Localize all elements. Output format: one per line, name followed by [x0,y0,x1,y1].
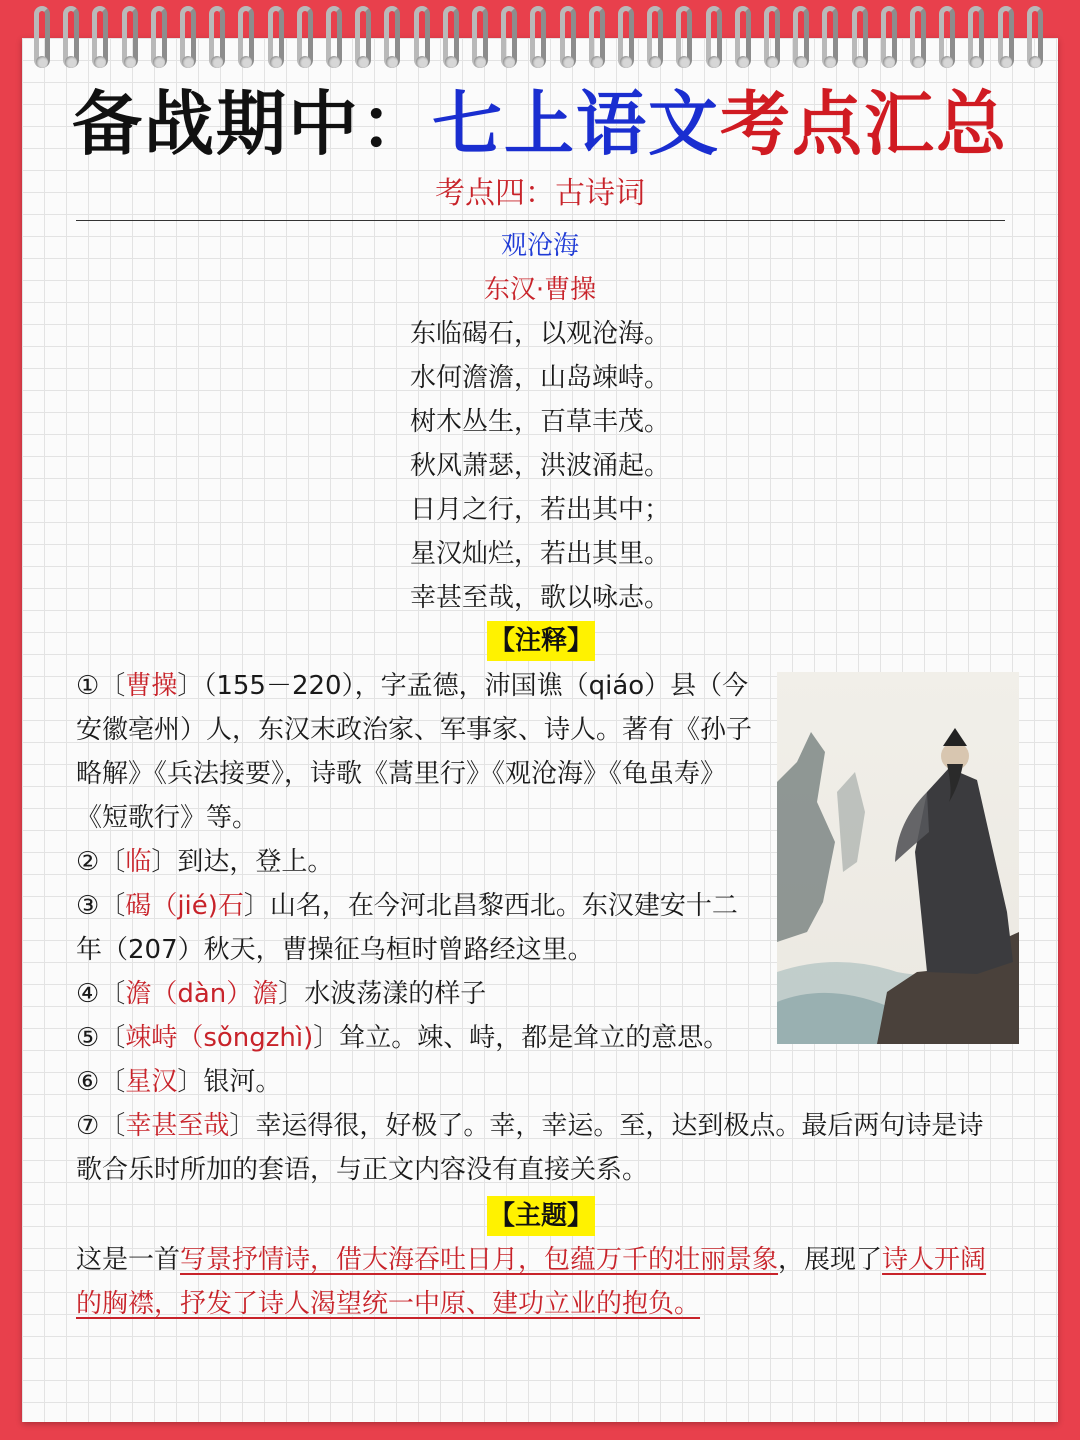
note-bracket: 〕 [177,671,204,701]
note-number: ②〔 [76,847,126,877]
painting-image [777,672,1019,1044]
note-bracket: 〕 [151,847,178,877]
note-text: （155－220），字孟德，沛国谯（qiáo）县（今安徽亳州）人，东汉末政治家、军事家、诗人。著有《孙子略解》《兵法接要》，诗歌《蒿里行》《观沧海》《龟虽寿》《短歌行》等。 [76,671,753,833]
note-text: 到达，登上。 [177,847,334,877]
binding-hole [766,56,778,68]
binding-hole [562,56,574,68]
poem-line: 水何澹澹，山岛竦峙。 [409,363,670,393]
binding-hole [182,56,194,68]
note-text: 山名，在今河北昌黎西北。东汉建安十二年（207）秋天，曹操征乌桓时曾路经这里。 [76,891,738,965]
binding-hole [854,56,866,68]
notes-list [76,664,756,1104]
note-number: ⑦〔 [76,1111,126,1141]
note-term: 碣（jié)石 [125,891,244,921]
spiral-binding [22,0,1058,90]
figure-robe [915,768,1013,974]
note-text: 耸立。竦、峙，都是耸立的意思。 [339,1023,730,1053]
note-term: 星汉 [125,1067,178,1097]
binding-hole [1000,56,1012,68]
theme-highlight-1: 写景抒情诗，借大海吞吐日月，包蕴万千的壮丽景象 [180,1245,779,1275]
title-part-blue: 七上语文 [432,82,720,165]
cao-cao-ink-painting [777,672,1019,1044]
page-title [0,84,1080,164]
note-item [76,972,756,1016]
note-number: ⑥〔 [76,1067,126,1097]
binding-hole [416,56,428,68]
note-item [76,884,756,972]
note-term: 幸甚至哉 [125,1111,230,1141]
binding-hole [299,56,311,68]
notes-list-wide [76,1104,1006,1192]
poem-body [0,312,1080,620]
binding-hole [591,56,603,68]
note-term: 曹操 [125,671,178,701]
binding-hole [474,56,486,68]
note-item [76,664,756,840]
notes-heading: 【注释】 [487,621,595,661]
note-term: 临 [125,847,152,877]
poem-line: 星汉灿烂，若出其里。 [409,539,670,569]
note-bracket: 〕 [229,1111,256,1141]
note-bracket: 〕 [313,1023,340,1053]
cliff-left [777,732,835,942]
binding-hole [124,56,136,68]
note-item [76,840,756,884]
binding-hole [1029,56,1041,68]
poem-author: 东汉·曹操 [483,275,597,305]
theme-paragraph [76,1238,1006,1326]
note-text: 幸运得很，好极了。幸，幸运。至，达到极点。最后两句诗是诗歌合乐时所加的套语，与正文内容没有直接关系。 [76,1111,984,1185]
divider [76,220,1005,221]
figure-hat [943,728,967,746]
binding-hole [445,56,457,68]
note-number: ①〔 [76,671,126,701]
binding-hole [912,56,924,68]
note-term: 竦峙（sǒngzhì) [125,1023,314,1053]
note-item [76,1016,756,1060]
note-term: 澹（dàn）澹 [125,979,279,1009]
theme-middle: ，展现了 [778,1245,883,1275]
note-number: ③〔 [76,891,126,921]
title-part-black: 备战期中： [72,82,432,165]
poem-line: 幸甚至哉，歌以咏志。 [409,583,670,613]
binding-hole [270,56,282,68]
binding-hole [328,56,340,68]
poem-line: 日月之行，若出其中； [409,495,670,525]
note-number: ④〔 [76,979,126,1009]
note-bracket: 〕 [177,1067,204,1097]
binding-hole [737,56,749,68]
note-bracket: 〕 [243,891,270,921]
theme-heading: 【主题】 [487,1196,595,1236]
binding-hole [708,56,720,68]
section-subtitle: 考点四：古诗词 [435,176,645,211]
poem-line: 东临碣石，以观沧海。 [409,319,670,349]
note-number: ⑤〔 [76,1023,126,1053]
binding-hole [620,56,632,68]
note-text: 银河。 [203,1067,282,1097]
binding-hole [883,56,895,68]
poem-title: 观沧海 [500,231,579,261]
note-item [76,1104,1006,1192]
note-bracket: 〕 [278,979,305,1009]
binding-hole [36,56,48,68]
title-part-red: 考点汇总 [720,82,1008,165]
note-text: 水波荡漾的样子 [304,979,487,1009]
note-item [76,1060,756,1104]
theme-prefix: 这是一首 [76,1245,181,1275]
poem-line: 秋风萧瑟，洪波涌起。 [409,451,670,481]
distant-peak [837,772,865,872]
theme-highlight-2: 诗人开阔的胸襟，抒发了诗人渴望统一中原、建功立业的抱负。 [76,1245,987,1319]
binding-hole [153,56,165,68]
poem-line: 树木丛生，百草丰茂。 [409,407,670,437]
